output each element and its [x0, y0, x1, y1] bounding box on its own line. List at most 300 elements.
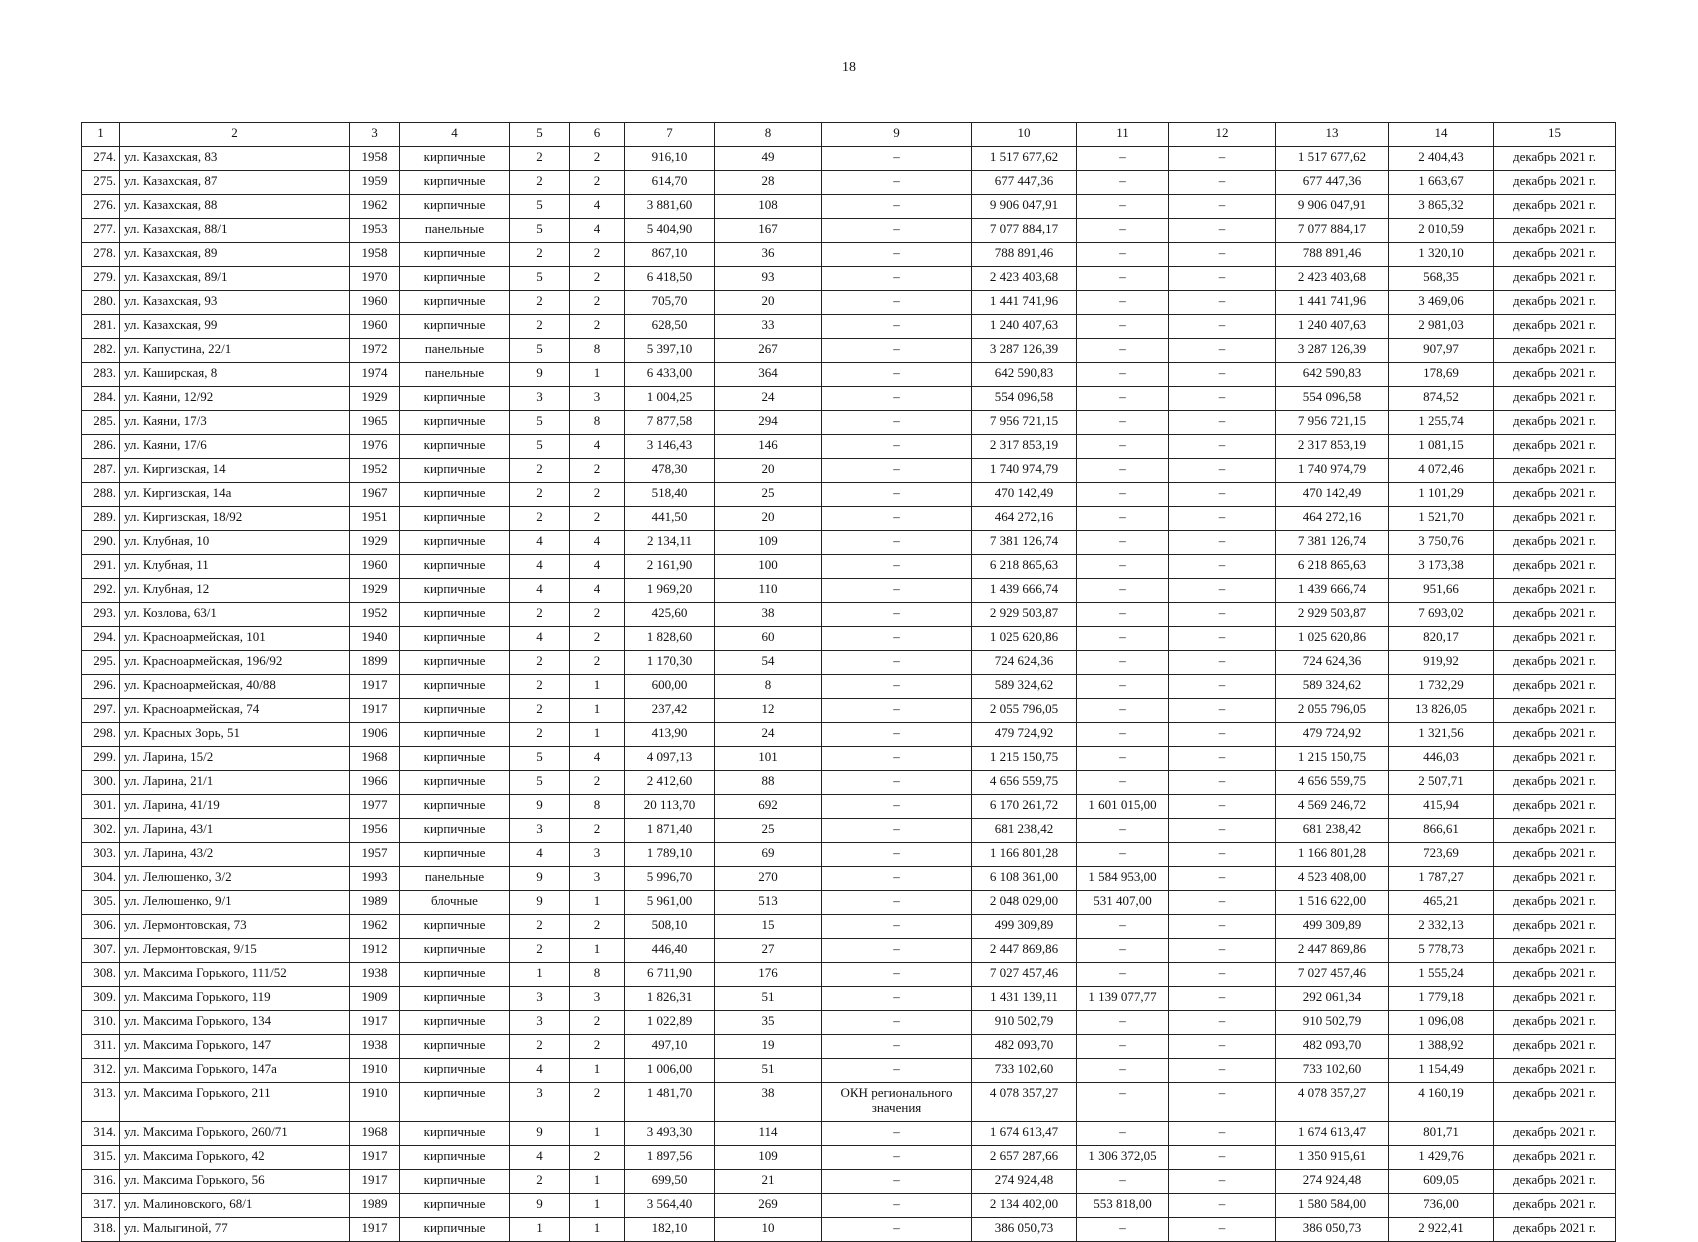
table-row	[82, 411, 1616, 435]
completion-date-cell: декабрь 2021 г.	[1494, 267, 1616, 291]
entrances-cell: 4	[570, 435, 625, 459]
row-index-cell: 281.	[82, 315, 120, 339]
owner-cost-cell: 499 309,89	[1276, 915, 1389, 939]
floors-cell: 2	[510, 939, 570, 963]
address-cell: ул. Максима Горького, 260/71	[120, 1122, 350, 1146]
total-area-cell: 5 996,70	[625, 867, 715, 891]
owner-cost-cell: 479 724,92	[1276, 723, 1389, 747]
owner-cost-cell: 910 502,79	[1276, 1011, 1389, 1035]
owner-cost-cell: 554 096,58	[1276, 387, 1389, 411]
entrances-cell: 8	[570, 795, 625, 819]
residents-cell: 364	[715, 363, 822, 387]
build-year-cell: 1917	[350, 1146, 400, 1170]
table-row	[82, 1035, 1616, 1059]
fund-cost-cell: –	[1077, 315, 1169, 339]
row-index-cell: 290.	[82, 531, 120, 555]
table-row	[82, 819, 1616, 843]
fund-cost-cell: –	[1077, 267, 1169, 291]
build-year-cell: 1917	[350, 1218, 400, 1242]
cost-per-sqm-cell: 1 663,67	[1389, 171, 1494, 195]
total-area-cell: 5 404,90	[625, 219, 715, 243]
owner-cost-cell: 470 142,49	[1276, 483, 1389, 507]
row-index-cell: 310.	[82, 1011, 120, 1035]
floors-cell: 2	[510, 699, 570, 723]
heritage-status-cell: –	[822, 507, 972, 531]
row-index-cell: 274.	[82, 147, 120, 171]
cost-per-sqm-cell: 1 320,10	[1389, 243, 1494, 267]
table-row	[82, 603, 1616, 627]
heritage-status-cell: ОКН регионального значения	[822, 1083, 972, 1122]
heritage-status-cell: –	[822, 891, 972, 915]
wall-material-cell: панельные	[400, 219, 510, 243]
entrances-cell: 1	[570, 891, 625, 915]
entrances-cell: 2	[570, 1083, 625, 1122]
total-area-cell: 1 481,70	[625, 1083, 715, 1122]
total-area-cell: 867,10	[625, 243, 715, 267]
total-area-cell: 699,50	[625, 1170, 715, 1194]
total-area-cell: 916,10	[625, 147, 715, 171]
build-year-cell: 1989	[350, 1194, 400, 1218]
total-cost-cell: 6 170 261,72	[972, 795, 1077, 819]
total-cost-cell: 499 309,89	[972, 915, 1077, 939]
table-row	[82, 891, 1616, 915]
total-cost-cell: 724 624,36	[972, 651, 1077, 675]
address-cell: ул. Каяни, 12/92	[120, 387, 350, 411]
table-row	[82, 1011, 1616, 1035]
wall-material-cell: кирпичные	[400, 747, 510, 771]
cost-per-sqm-cell: 3 173,38	[1389, 555, 1494, 579]
wall-material-cell: панельные	[400, 363, 510, 387]
build-year-cell: 1958	[350, 243, 400, 267]
residents-cell: 101	[715, 747, 822, 771]
fund-cost-cell: –	[1077, 195, 1169, 219]
total-cost-cell: 6 218 865,63	[972, 555, 1077, 579]
wall-material-cell: блочные	[400, 891, 510, 915]
cost-per-sqm-cell: 1 555,24	[1389, 963, 1494, 987]
wall-material-cell: кирпичные	[400, 603, 510, 627]
floors-cell: 4	[510, 555, 570, 579]
total-area-cell: 1 897,56	[625, 1146, 715, 1170]
build-year-cell: 1957	[350, 843, 400, 867]
completion-date-cell: декабрь 2021 г.	[1494, 555, 1616, 579]
total-cost-cell: 910 502,79	[972, 1011, 1077, 1035]
address-cell: ул. Максима Горького, 211	[120, 1083, 350, 1122]
floors-cell: 3	[510, 387, 570, 411]
wall-material-cell: кирпичные	[400, 387, 510, 411]
total-area-cell: 2 412,60	[625, 771, 715, 795]
wall-material-cell: кирпичные	[400, 171, 510, 195]
build-year-cell: 1952	[350, 603, 400, 627]
address-cell: ул. Ларина, 43/2	[120, 843, 350, 867]
owner-cost-cell: 1 350 915,61	[1276, 1146, 1389, 1170]
total-cost-cell: 2 657 287,66	[972, 1146, 1077, 1170]
wall-material-cell: кирпичные	[400, 795, 510, 819]
other-cost-cell: –	[1169, 435, 1276, 459]
build-year-cell: 1967	[350, 483, 400, 507]
row-index-cell: 312.	[82, 1059, 120, 1083]
other-cost-cell: –	[1169, 843, 1276, 867]
row-index-cell: 314.	[82, 1122, 120, 1146]
heritage-status-cell: –	[822, 195, 972, 219]
build-year-cell: 1906	[350, 723, 400, 747]
floors-cell: 1	[510, 963, 570, 987]
column-number-cell: 4	[400, 123, 510, 147]
owner-cost-cell: 4 523 408,00	[1276, 867, 1389, 891]
other-cost-cell: –	[1169, 219, 1276, 243]
total-cost-cell: 1 240 407,63	[972, 315, 1077, 339]
entrances-cell: 2	[570, 171, 625, 195]
row-index-cell: 287.	[82, 459, 120, 483]
table-row	[82, 1083, 1616, 1122]
completion-date-cell: декабрь 2021 г.	[1494, 435, 1616, 459]
fund-cost-cell: –	[1077, 1170, 1169, 1194]
address-cell: ул. Киргизская, 18/92	[120, 507, 350, 531]
cost-per-sqm-cell: 1 101,29	[1389, 483, 1494, 507]
heritage-status-cell: –	[822, 795, 972, 819]
build-year-cell: 1951	[350, 507, 400, 531]
owner-cost-cell: 1 166 801,28	[1276, 843, 1389, 867]
entrances-cell: 4	[570, 531, 625, 555]
wall-material-cell: кирпичные	[400, 963, 510, 987]
address-cell: ул. Ларина, 41/19	[120, 795, 350, 819]
floors-cell: 2	[510, 603, 570, 627]
owner-cost-cell: 2 055 796,05	[1276, 699, 1389, 723]
owner-cost-cell: 7 381 126,74	[1276, 531, 1389, 555]
other-cost-cell: –	[1169, 483, 1276, 507]
other-cost-cell: –	[1169, 459, 1276, 483]
address-cell: ул. Казахская, 89	[120, 243, 350, 267]
total-area-cell: 1 828,60	[625, 627, 715, 651]
fund-cost-cell: 1 139 077,77	[1077, 987, 1169, 1011]
heritage-status-cell: –	[822, 1011, 972, 1035]
other-cost-cell: –	[1169, 867, 1276, 891]
build-year-cell: 1970	[350, 267, 400, 291]
completion-date-cell: декабрь 2021 г.	[1494, 291, 1616, 315]
row-index-cell: 316.	[82, 1170, 120, 1194]
owner-cost-cell: 1 516 622,00	[1276, 891, 1389, 915]
floors-cell: 2	[510, 1035, 570, 1059]
address-cell: ул. Каяни, 17/6	[120, 435, 350, 459]
cost-per-sqm-cell: 951,66	[1389, 579, 1494, 603]
completion-date-cell: декабрь 2021 г.	[1494, 147, 1616, 171]
residents-cell: 35	[715, 1011, 822, 1035]
completion-date-cell: декабрь 2021 г.	[1494, 819, 1616, 843]
fund-cost-cell: –	[1077, 291, 1169, 315]
floors-cell: 3	[510, 1083, 570, 1122]
build-year-cell: 1952	[350, 459, 400, 483]
table-row	[82, 483, 1616, 507]
owner-cost-cell: 7 027 457,46	[1276, 963, 1389, 987]
column-number-cell: 11	[1077, 123, 1169, 147]
table-row	[82, 675, 1616, 699]
build-year-cell: 1929	[350, 387, 400, 411]
table-row	[82, 1194, 1616, 1218]
completion-date-cell: декабрь 2021 г.	[1494, 531, 1616, 555]
fund-cost-cell: –	[1077, 747, 1169, 771]
other-cost-cell: –	[1169, 267, 1276, 291]
build-year-cell: 1966	[350, 771, 400, 795]
floors-cell: 2	[510, 915, 570, 939]
residents-cell: 267	[715, 339, 822, 363]
heritage-status-cell: –	[822, 315, 972, 339]
cost-per-sqm-cell: 1 096,08	[1389, 1011, 1494, 1035]
table-row	[82, 579, 1616, 603]
total-cost-cell: 677 447,36	[972, 171, 1077, 195]
address-cell: ул. Козлова, 63/1	[120, 603, 350, 627]
owner-cost-cell: 2 447 869,86	[1276, 939, 1389, 963]
table-row	[82, 195, 1616, 219]
other-cost-cell: –	[1169, 819, 1276, 843]
entrances-cell: 2	[570, 603, 625, 627]
entrances-cell: 4	[570, 747, 625, 771]
owner-cost-cell: 1 674 613,47	[1276, 1122, 1389, 1146]
page-number: 18	[842, 60, 856, 75]
cost-per-sqm-cell: 3 750,76	[1389, 531, 1494, 555]
column-number-cell: 7	[625, 123, 715, 147]
total-cost-cell: 1 517 677,62	[972, 147, 1077, 171]
build-year-cell: 1989	[350, 891, 400, 915]
wall-material-cell: кирпичные	[400, 147, 510, 171]
row-index-cell: 289.	[82, 507, 120, 531]
wall-material-cell: кирпичные	[400, 651, 510, 675]
table-row	[82, 243, 1616, 267]
entrances-cell: 2	[570, 1035, 625, 1059]
residents-cell: 38	[715, 603, 822, 627]
owner-cost-cell: 386 050,73	[1276, 1218, 1389, 1242]
owner-cost-cell: 4 569 246,72	[1276, 795, 1389, 819]
completion-date-cell: декабрь 2021 г.	[1494, 651, 1616, 675]
column-number-cell: 6	[570, 123, 625, 147]
column-number-cell: 8	[715, 123, 822, 147]
build-year-cell: 1965	[350, 411, 400, 435]
owner-cost-cell: 642 590,83	[1276, 363, 1389, 387]
build-year-cell: 1960	[350, 291, 400, 315]
other-cost-cell: –	[1169, 363, 1276, 387]
other-cost-cell: –	[1169, 411, 1276, 435]
completion-date-cell: декабрь 2021 г.	[1494, 1122, 1616, 1146]
build-year-cell: 1960	[350, 315, 400, 339]
total-area-cell: 182,10	[625, 1218, 715, 1242]
heritage-status-cell: –	[822, 435, 972, 459]
row-index-cell: 293.	[82, 603, 120, 627]
heritage-status-cell: –	[822, 1218, 972, 1242]
total-cost-cell: 642 590,83	[972, 363, 1077, 387]
cost-per-sqm-cell: 13 826,05	[1389, 699, 1494, 723]
entrances-cell: 3	[570, 843, 625, 867]
cost-per-sqm-cell: 736,00	[1389, 1194, 1494, 1218]
cost-per-sqm-cell: 2 010,59	[1389, 219, 1494, 243]
floors-cell: 9	[510, 795, 570, 819]
address-cell: ул. Красных Зорь, 51	[120, 723, 350, 747]
build-year-cell: 1938	[350, 1035, 400, 1059]
fund-cost-cell: –	[1077, 219, 1169, 243]
total-cost-cell: 2 447 869,86	[972, 939, 1077, 963]
row-index-cell: 283.	[82, 363, 120, 387]
heritage-status-cell: –	[822, 819, 972, 843]
floors-cell: 2	[510, 507, 570, 531]
total-cost-cell: 554 096,58	[972, 387, 1077, 411]
other-cost-cell: –	[1169, 387, 1276, 411]
total-cost-cell: 2 134 402,00	[972, 1194, 1077, 1218]
fund-cost-cell: 1 584 953,00	[1077, 867, 1169, 891]
heritage-status-cell: –	[822, 147, 972, 171]
build-year-cell: 1968	[350, 1122, 400, 1146]
fund-cost-cell: –	[1077, 387, 1169, 411]
owner-cost-cell: 1 215 150,75	[1276, 747, 1389, 771]
build-year-cell: 1909	[350, 987, 400, 1011]
owner-cost-cell: 733 102,60	[1276, 1059, 1389, 1083]
entrances-cell: 1	[570, 675, 625, 699]
heritage-status-cell: –	[822, 867, 972, 891]
table-row	[82, 171, 1616, 195]
row-index-cell: 291.	[82, 555, 120, 579]
column-number-cell: 14	[1389, 123, 1494, 147]
total-cost-cell: 464 272,16	[972, 507, 1077, 531]
row-index-cell: 311.	[82, 1035, 120, 1059]
fund-cost-cell: 553 818,00	[1077, 1194, 1169, 1218]
total-area-cell: 4 097,13	[625, 747, 715, 771]
completion-date-cell: декабрь 2021 г.	[1494, 579, 1616, 603]
entrances-cell: 2	[570, 291, 625, 315]
address-cell: ул. Малыгиной, 77	[120, 1218, 350, 1242]
row-index-cell: 277.	[82, 219, 120, 243]
wall-material-cell: кирпичные	[400, 1035, 510, 1059]
table-row	[82, 867, 1616, 891]
owner-cost-cell: 7 956 721,15	[1276, 411, 1389, 435]
entrances-cell: 1	[570, 1218, 625, 1242]
entrances-cell: 1	[570, 723, 625, 747]
wall-material-cell: кирпичные	[400, 1011, 510, 1035]
residents-cell: 513	[715, 891, 822, 915]
fund-cost-cell: –	[1077, 1035, 1169, 1059]
wall-material-cell: кирпичные	[400, 315, 510, 339]
wall-material-cell: кирпичные	[400, 555, 510, 579]
completion-date-cell: декабрь 2021 г.	[1494, 315, 1616, 339]
residents-cell: 114	[715, 1122, 822, 1146]
total-area-cell: 3 146,43	[625, 435, 715, 459]
owner-cost-cell: 1 740 974,79	[1276, 459, 1389, 483]
owner-cost-cell: 6 218 865,63	[1276, 555, 1389, 579]
total-area-cell: 497,10	[625, 1035, 715, 1059]
total-cost-cell: 2 929 503,87	[972, 603, 1077, 627]
table-row	[82, 747, 1616, 771]
other-cost-cell: –	[1169, 315, 1276, 339]
wall-material-cell: кирпичные	[400, 507, 510, 531]
residents-cell: 146	[715, 435, 822, 459]
completion-date-cell: декабрь 2021 г.	[1494, 411, 1616, 435]
total-area-cell: 7 877,58	[625, 411, 715, 435]
address-cell: ул. Максима Горького, 111/52	[120, 963, 350, 987]
other-cost-cell: –	[1169, 651, 1276, 675]
other-cost-cell: –	[1169, 147, 1276, 171]
row-index-cell: 294.	[82, 627, 120, 651]
cost-per-sqm-cell: 1 255,74	[1389, 411, 1494, 435]
total-area-cell: 1 871,40	[625, 819, 715, 843]
floors-cell: 4	[510, 1146, 570, 1170]
entrances-cell: 3	[570, 387, 625, 411]
other-cost-cell: –	[1169, 723, 1276, 747]
fund-cost-cell: –	[1077, 459, 1169, 483]
other-cost-cell: –	[1169, 531, 1276, 555]
floors-cell: 2	[510, 651, 570, 675]
floors-cell: 2	[510, 315, 570, 339]
row-index-cell: 285.	[82, 411, 120, 435]
residents-cell: 12	[715, 699, 822, 723]
entrances-cell: 2	[570, 147, 625, 171]
row-index-cell: 292.	[82, 579, 120, 603]
wall-material-cell: панельные	[400, 339, 510, 363]
row-index-cell: 297.	[82, 699, 120, 723]
owner-cost-cell: 2 317 853,19	[1276, 435, 1389, 459]
total-area-cell: 441,50	[625, 507, 715, 531]
table-row	[82, 531, 1616, 555]
row-index-cell: 275.	[82, 171, 120, 195]
total-area-cell: 6 433,00	[625, 363, 715, 387]
residents-cell: 108	[715, 195, 822, 219]
table-row	[82, 1059, 1616, 1083]
other-cost-cell: –	[1169, 1218, 1276, 1242]
total-cost-cell: 1 439 666,74	[972, 579, 1077, 603]
other-cost-cell: –	[1169, 603, 1276, 627]
entrances-cell: 2	[570, 1146, 625, 1170]
completion-date-cell: декабрь 2021 г.	[1494, 723, 1616, 747]
other-cost-cell: –	[1169, 339, 1276, 363]
cost-per-sqm-cell: 4 072,46	[1389, 459, 1494, 483]
residents-cell: 109	[715, 1146, 822, 1170]
cost-per-sqm-cell: 446,03	[1389, 747, 1494, 771]
entrances-cell: 2	[570, 1011, 625, 1035]
address-cell: ул. Красноармейская, 40/88	[120, 675, 350, 699]
cost-per-sqm-cell: 3 865,32	[1389, 195, 1494, 219]
completion-date-cell: декабрь 2021 г.	[1494, 675, 1616, 699]
cost-per-sqm-cell: 1 779,18	[1389, 987, 1494, 1011]
residents-cell: 692	[715, 795, 822, 819]
owner-cost-cell: 7 077 884,17	[1276, 219, 1389, 243]
residents-cell: 15	[715, 915, 822, 939]
wall-material-cell: кирпичные	[400, 1146, 510, 1170]
build-year-cell: 1929	[350, 531, 400, 555]
build-year-cell: 1972	[350, 339, 400, 363]
residents-cell: 24	[715, 723, 822, 747]
fund-cost-cell: –	[1077, 699, 1169, 723]
fund-cost-cell: –	[1077, 1011, 1169, 1035]
row-index-cell: 296.	[82, 675, 120, 699]
row-index-cell: 284.	[82, 387, 120, 411]
owner-cost-cell: 788 891,46	[1276, 243, 1389, 267]
heritage-status-cell: –	[822, 723, 972, 747]
owner-cost-cell: 3 287 126,39	[1276, 339, 1389, 363]
total-cost-cell: 788 891,46	[972, 243, 1077, 267]
floors-cell: 2	[510, 147, 570, 171]
table-row	[82, 315, 1616, 339]
build-year-cell: 1917	[350, 675, 400, 699]
table-row	[82, 1146, 1616, 1170]
fund-cost-cell: –	[1077, 435, 1169, 459]
owner-cost-cell: 1 240 407,63	[1276, 315, 1389, 339]
completion-date-cell: декабрь 2021 г.	[1494, 939, 1616, 963]
cost-per-sqm-cell: 178,69	[1389, 363, 1494, 387]
heritage-status-cell: –	[822, 1122, 972, 1146]
heritage-status-cell: –	[822, 291, 972, 315]
residents-cell: 167	[715, 219, 822, 243]
floors-cell: 4	[510, 1059, 570, 1083]
other-cost-cell: –	[1169, 627, 1276, 651]
table-row	[82, 723, 1616, 747]
cost-per-sqm-cell: 1 429,76	[1389, 1146, 1494, 1170]
column-number-cell: 9	[822, 123, 972, 147]
build-year-cell: 1968	[350, 747, 400, 771]
heritage-status-cell: –	[822, 579, 972, 603]
